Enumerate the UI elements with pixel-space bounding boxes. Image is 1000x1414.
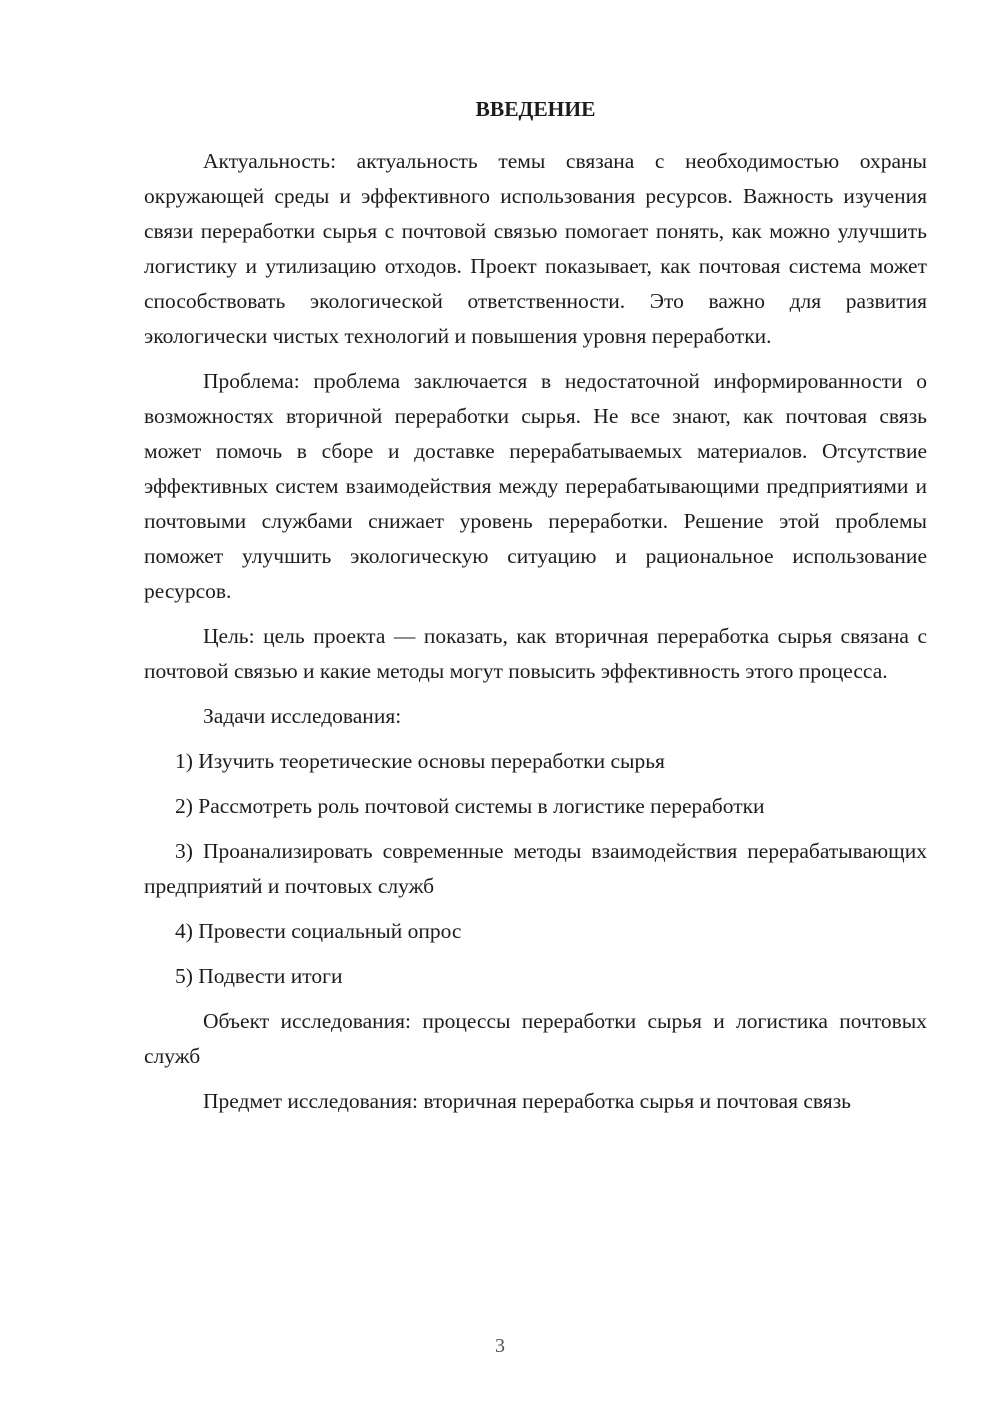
problem-paragraph: Проблема: проблема заключается в недостаточной информированности о возможностях вторичной переработки сырья. Не все знают, как почтовая связь может помочь в сборе и доставке перерабатываемых материалов. Отсутствие эффективных систем взаимодействия между перерабатывающими предприятиями и почтовыми службами снижает уровень переработки. Решение этой проблемы поможет улучшить экологическую ситуацию и рациональное использование ресурсов. <box>144 369 927 603</box>
task-item: 5) Подвести итоги <box>175 964 343 988</box>
task-item: 3) Проанализировать современные методы взаимодействия перерабатывающих предприятий и почтовых служб <box>144 839 927 898</box>
relevance-paragraph: Актуальность: актуальность темы связана с необходимостью охраны окружающей среды и эффективного использования ресурсов. Важность изучения связи переработки сырья с почтовой связью помогает понять, как можно улучшить логистику и утилизацию отходов. Проект показывает, как почтовая система может способствовать экологической ответственности. Это важно для развития экологически чистых технологий и повышения уровня переработки. <box>144 149 927 348</box>
tasks-heading: Задачи исследования: <box>203 704 402 728</box>
task-item: 2) Рассмотреть роль почтовой системы в логистике переработки <box>175 794 765 818</box>
task-item: 1) Изучить теоретические основы переработки сырья <box>175 749 665 773</box>
page-number: 3 <box>495 1335 505 1357</box>
document-page <box>144 92 927 1129</box>
subject-paragraph: Предмет исследования: вторичная переработка сырья и почтовая связь <box>203 1089 851 1113</box>
task-item: 4) Провести социальный опрос <box>175 919 462 943</box>
goal-paragraph: Цель: цель проекта — показать, как вторичная переработка сырья связана с почтовой связью и какие методы могут повысить эффективность этого процесса. <box>144 624 927 683</box>
tasks-list <box>144 744 927 994</box>
page-title: ВВЕДЕНИЕ <box>475 97 596 121</box>
object-paragraph: Объект исследования: процессы переработки сырья и логистика почтовых служб <box>144 1009 927 1068</box>
